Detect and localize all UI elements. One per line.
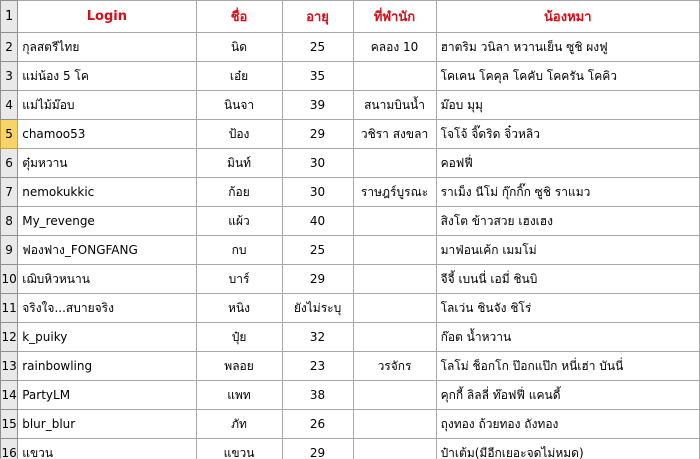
cell-dogs[interactable]: ป๋าเต้ม(มีอีกเยอะจดไม่หมด) <box>436 439 699 459</box>
row-number[interactable]: 6 <box>1 149 18 178</box>
cell-name[interactable]: ปุ๋ย <box>196 323 282 352</box>
cell-dogs[interactable]: คอฟฟี่ <box>436 149 699 178</box>
table-row <box>1 236 700 265</box>
cell-login[interactable]: แม่น้อง 5 โค <box>18 62 196 91</box>
row-number[interactable]: 1 <box>1 1 18 33</box>
cell-age[interactable]: 25 <box>282 33 353 62</box>
cell-age[interactable]: 26 <box>282 410 353 439</box>
cell-name[interactable]: กบ <box>196 236 282 265</box>
cell-login[interactable]: rainbowling <box>18 352 196 381</box>
cell-age[interactable]: 29 <box>282 265 353 294</box>
cell-place[interactable] <box>353 149 436 178</box>
header-login[interactable]: Login <box>18 1 196 33</box>
cell-dogs[interactable]: มาฟ่อนเค้ก เมมโม่ <box>436 236 699 265</box>
cell-place[interactable] <box>353 207 436 236</box>
row-number[interactable]: 16 <box>1 439 18 459</box>
cell-name[interactable]: มินท์ <box>196 149 282 178</box>
cell-login[interactable]: chamoo53 <box>18 120 196 149</box>
table-row <box>1 120 700 149</box>
cell-login[interactable]: PartyLM <box>18 381 196 410</box>
header-place[interactable]: ที่พำนัก <box>353 1 436 33</box>
cell-name[interactable]: แผ้ว <box>196 207 282 236</box>
cell-name[interactable]: ก้อย <box>196 178 282 207</box>
row-number[interactable]: 13 <box>1 352 18 381</box>
cell-dogs[interactable]: โจโจ้ จิ๊ดริด จิ๋วหลิว <box>436 120 699 149</box>
row-number[interactable]: 14 <box>1 381 18 410</box>
cell-name[interactable]: ภัท <box>196 410 282 439</box>
cell-age[interactable]: 39 <box>282 91 353 120</box>
cell-age[interactable]: 25 <box>282 236 353 265</box>
cell-place[interactable]: ราษฎร์บูรณะ <box>353 178 436 207</box>
table-row <box>1 294 700 323</box>
cell-login[interactable]: แม่ไม้ม๊อบ <box>18 91 196 120</box>
cell-name[interactable]: ป้อง <box>196 120 282 149</box>
table-row <box>1 265 700 294</box>
table-row <box>1 91 700 120</box>
header-name[interactable]: ชื่อ <box>196 1 282 33</box>
table-row <box>1 410 700 439</box>
table-row <box>1 178 700 207</box>
cell-place[interactable] <box>353 265 436 294</box>
cell-login[interactable]: ฟองฟาง_FONGFANG <box>18 236 196 265</box>
header-row <box>1 1 700 33</box>
row-number[interactable]: 11 <box>1 294 18 323</box>
cell-age[interactable]: ยังไม่ระบุ <box>282 294 353 323</box>
cell-place[interactable] <box>353 323 436 352</box>
row-number[interactable]: 4 <box>1 91 18 120</box>
cell-age[interactable]: 38 <box>282 381 353 410</box>
table-row <box>1 149 700 178</box>
cell-name[interactable]: แพท <box>196 381 282 410</box>
table-row <box>1 207 700 236</box>
row-number[interactable]: 10 <box>1 265 18 294</box>
row-number[interactable]: 12 <box>1 323 18 352</box>
cell-name[interactable]: หนิง <box>196 294 282 323</box>
cell-dogs[interactable]: โลเว่น ชินจัง ชิโร่ <box>436 294 699 323</box>
row-number[interactable]: 8 <box>1 207 18 236</box>
row-number[interactable]: 9 <box>1 236 18 265</box>
cell-dogs[interactable]: คุกกี้ ลิลลี่ ท๊อฟฟี่ แคนดี้ <box>436 381 699 410</box>
cell-age[interactable]: 30 <box>282 149 353 178</box>
cell-dogs[interactable]: ก๊อต น้ำหวาน <box>436 323 699 352</box>
cell-login[interactable]: k_puiky <box>18 323 196 352</box>
cell-age[interactable]: 29 <box>282 439 353 459</box>
cell-name[interactable]: เอ๋ย <box>196 62 282 91</box>
cell-dogs[interactable]: โคเคน โคคุล โคคับ โคครัน โคคิว <box>436 62 699 91</box>
cell-dogs[interactable]: ม๊อบ มุมุ <box>436 91 699 120</box>
cell-place[interactable] <box>353 410 436 439</box>
cell-place[interactable] <box>353 294 436 323</box>
row-number[interactable]: 5 <box>1 120 18 149</box>
row-number[interactable]: 7 <box>1 178 18 207</box>
header-age[interactable]: อายุ <box>282 1 353 33</box>
cell-place[interactable]: วรจักร <box>353 352 436 381</box>
row-number[interactable]: 15 <box>1 410 18 439</box>
cell-place[interactable] <box>353 62 436 91</box>
cell-name[interactable]: นินจา <box>196 91 282 120</box>
cell-age[interactable]: 29 <box>282 120 353 149</box>
cell-dogs[interactable]: ฮาตริม วนิลา หวานเย็น ซูชิ ผงฟู <box>436 33 699 62</box>
cell-login[interactable]: แขวน <box>18 439 196 459</box>
cell-dogs[interactable]: สิงโต ข้าวสวย เฮงเฮง <box>436 207 699 236</box>
cell-name[interactable]: นิด <box>196 33 282 62</box>
table-row <box>1 323 700 352</box>
cell-login[interactable]: กุลสตรีไทย <box>18 33 196 62</box>
cell-age[interactable]: 23 <box>282 352 353 381</box>
cell-name[interactable]: พลอย <box>196 352 282 381</box>
cell-login[interactable]: ตุ๋มหวาน <box>18 149 196 178</box>
row-number[interactable]: 3 <box>1 62 18 91</box>
cell-age[interactable]: 30 <box>282 178 353 207</box>
table-row <box>1 352 700 381</box>
row-number[interactable]: 2 <box>1 33 18 62</box>
cell-age[interactable]: 40 <box>282 207 353 236</box>
cell-dogs[interactable]: ถุงทอง ถ้วยทอง ถังทอง <box>436 410 699 439</box>
cell-name[interactable]: แขวน <box>196 439 282 459</box>
cell-age[interactable]: 35 <box>282 62 353 91</box>
table-row <box>1 439 700 459</box>
cell-dogs[interactable]: จีจี้ เบนนี่ เอมี่ ชินบิ <box>436 265 699 294</box>
cell-login[interactable]: My_revenge <box>18 207 196 236</box>
cell-login[interactable]: เฌิบหิวหนาน <box>18 265 196 294</box>
table-row <box>1 33 700 62</box>
cell-dogs[interactable]: ราเม็ง นีโม่ กุ๊กกิ๊ก ซูชิ ราแมว <box>436 178 699 207</box>
cell-name[interactable]: บาร์ <box>196 265 282 294</box>
cell-login[interactable]: blur_blur <box>18 410 196 439</box>
cell-place[interactable]: วชิรา สงขลา <box>353 120 436 149</box>
cell-place[interactable]: สนามบินน้ำ <box>353 91 436 120</box>
cell-place[interactable]: คลอง 10 <box>353 33 436 62</box>
table-row <box>1 62 700 91</box>
cell-dogs[interactable]: โลโม่ ช็อกโก ป๊อกแป๊ก หนี่เฮ่า บันนี่ <box>436 352 699 381</box>
cell-place[interactable] <box>353 439 436 459</box>
cell-login[interactable]: nemokukkic <box>18 178 196 207</box>
header-dogs[interactable]: น้องหมา <box>436 1 699 33</box>
cell-age[interactable]: 32 <box>282 323 353 352</box>
cell-place[interactable] <box>353 381 436 410</box>
cell-place[interactable] <box>353 236 436 265</box>
table-row <box>1 381 700 410</box>
cell-login[interactable]: จริงใจ...สบายจริง <box>18 294 196 323</box>
